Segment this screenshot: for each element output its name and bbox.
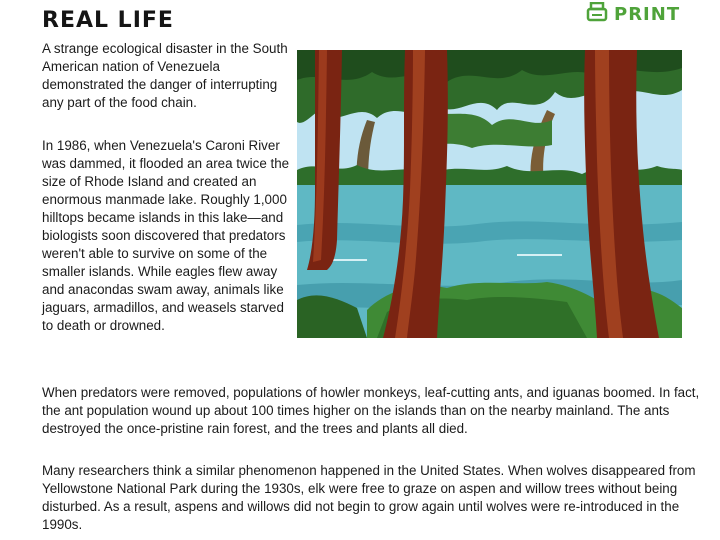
caroni-paragraph: In 1986, when Venezuela's Caroni River was dammed, it flooded an area twice the size of Rhode Island and created an enormous manmade lake. Roughly 1,000 hilltops became islands in this lake—and biologists soon discovered that predators weren't able to survive on some of the smaller islands. While eagles flew away and anacondas swam away, animals like jaguars, armadillos, and weasels starved to death or drowned.	[42, 138, 290, 333]
print-button[interactable]	[586, 2, 680, 27]
page-title: REAL LIFE	[42, 8, 174, 33]
yellowstone-paragraph: Many researchers think a similar phenomenon happened in the United States. When wolves disappeared from Yellowstone National Park during the 1930s, elk were free to graze on aspen and willow trees without being disturbed. As a result, aspens and willows did not begin to grow again until wolves were re-introduced in the 1990s.	[42, 463, 696, 532]
predators-removed-paragraph: When predators were removed, populations of howler monkeys, leaf-cutting ants, and iguanas boomed. In fact, the ant population wound up about 100 times higher on the islands than on the nearby mainland. The ants destroyed the once-pristine rain forest, and the trees and plants all died.	[42, 385, 700, 436]
flooded-forest-illustration	[297, 50, 682, 338]
intro-paragraph: A strange ecological disaster in the South American nation of Venezuela demonstrated the danger of interrupting any part of the food chain.	[42, 41, 288, 110]
printer-icon	[586, 2, 608, 27]
print-label: PRINT	[614, 4, 681, 25]
